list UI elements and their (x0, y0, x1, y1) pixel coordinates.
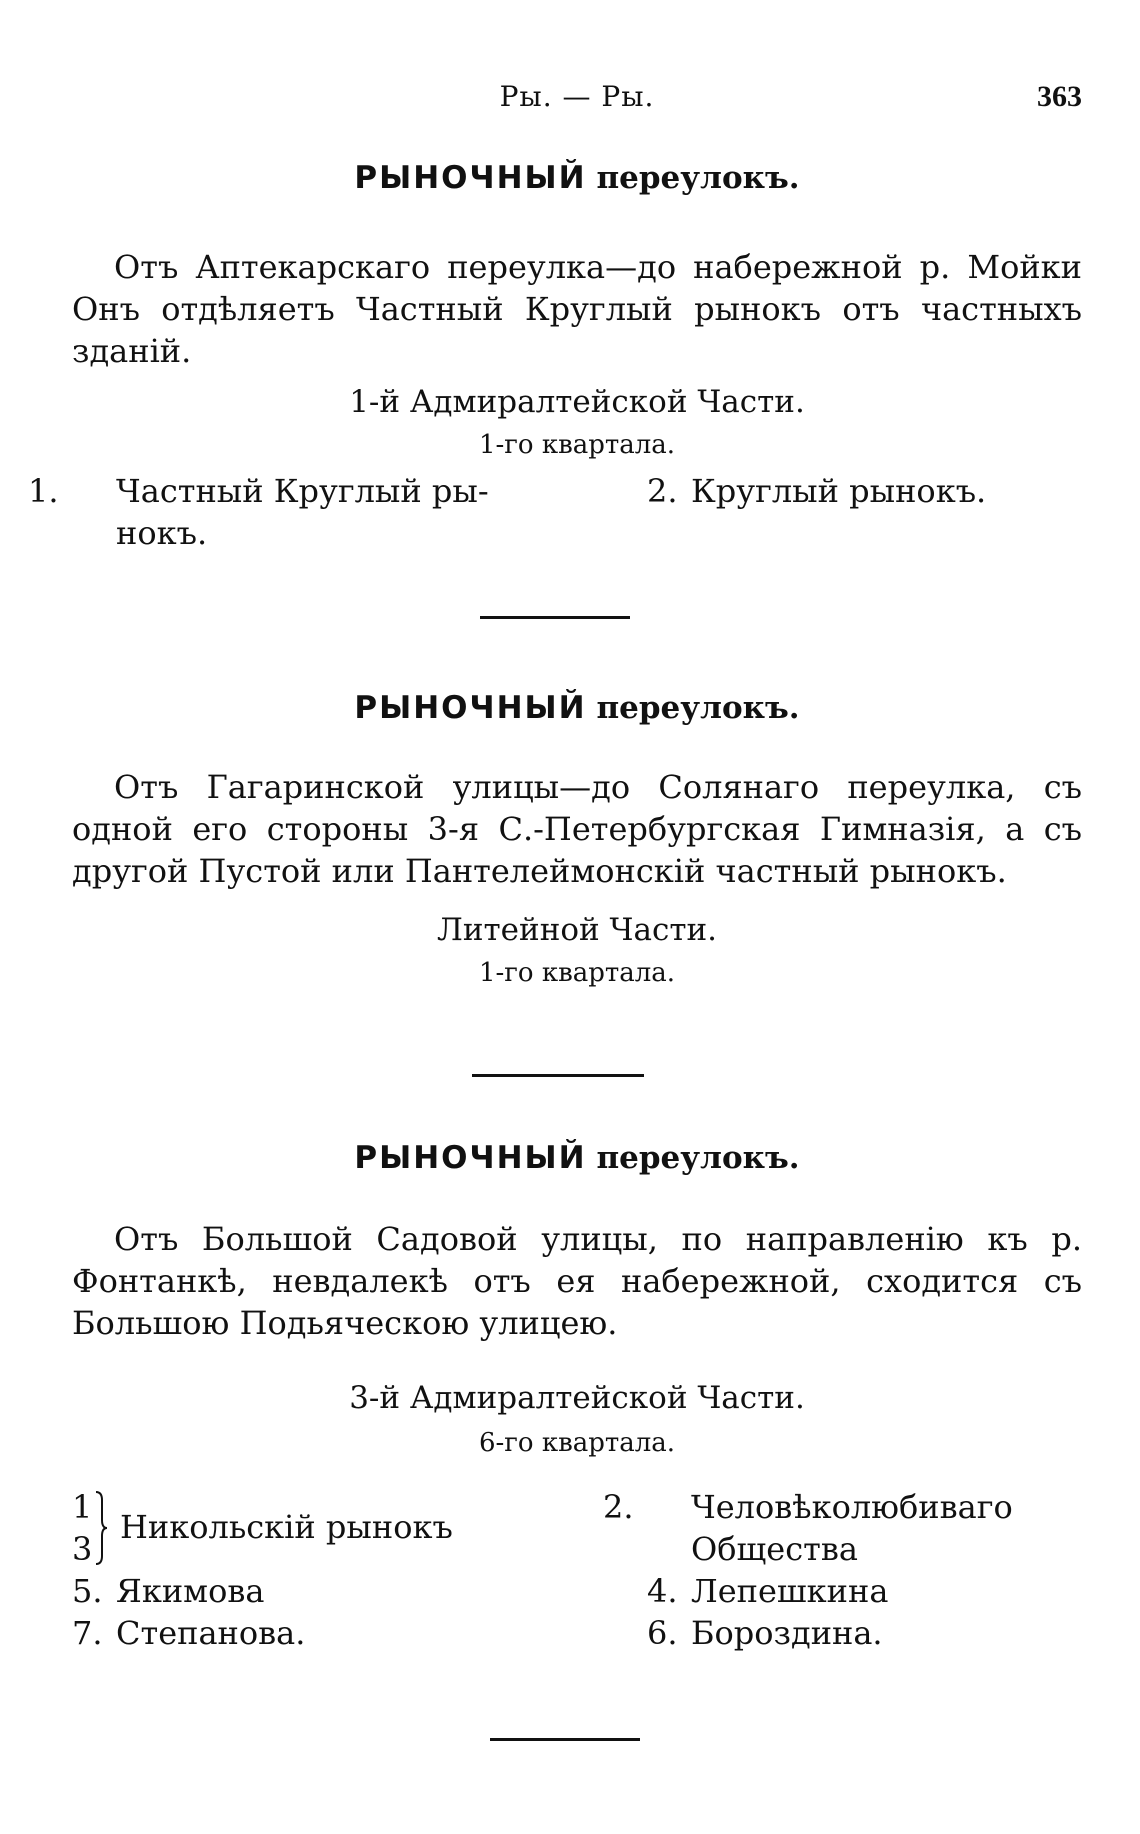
item-number: 3 (72, 1530, 93, 1568)
entry-description: Отъ Гагаринской улицы—до Солянаго переулка, съ одной его стороны 3-я С.-Петербургская Гимназія, а съ другой Пустой или Пантелеймонскій частный рынокъ. (72, 768, 1082, 890)
section-divider (480, 616, 630, 619)
list-item (28, 470, 522, 554)
district-heading: 3-й Адмиралтейской Части. (349, 1380, 805, 1416)
item-number: 1 (72, 1488, 93, 1526)
running-head: Ры. — Ры. (499, 80, 655, 113)
item-text: Частный Круглый ры-нокъ. (116, 472, 489, 552)
item-number: 5. (72, 1572, 103, 1610)
street-name: РЫНОЧНЫЙ (354, 160, 587, 196)
list-item (647, 1612, 1082, 1654)
item-number: 4. (647, 1572, 678, 1610)
item-number: 2. (603, 1488, 634, 1526)
building-list (28, 470, 1082, 560)
entry-2 (72, 690, 1082, 988)
list-item (647, 1570, 1082, 1612)
street-name: РЫНОЧНЫЙ (354, 690, 587, 726)
item-text: Бороздина. (691, 1614, 883, 1652)
item-number: 1. (28, 472, 59, 510)
item-text: Человѣколюбиваго Общества (691, 1488, 1013, 1568)
street-name: РЫНОЧНЫЙ (354, 1140, 587, 1176)
building-list-left (72, 1486, 522, 1654)
list-item (72, 1612, 522, 1654)
district-heading: 1-й Адмиралтейской Части. (349, 384, 805, 420)
item-text: Никольскій рынокъ (120, 1508, 453, 1546)
list-item (603, 1486, 1082, 1570)
section-divider (490, 1738, 640, 1741)
entry-title (72, 160, 1082, 196)
entry-description: Отъ Аптекарскаго переулка—до набережной р. Мойки Онъ отдѣляетъ Частный Круглый рынокъ отъ частныхъ зданій. (72, 248, 1082, 370)
item-number: 7. (72, 1614, 103, 1652)
street-type: переулокъ. (596, 690, 800, 726)
list-item (647, 470, 1082, 512)
page-header (72, 80, 1082, 130)
section-divider (472, 1074, 644, 1077)
building-list (72, 1486, 1082, 1666)
list-item (72, 1570, 522, 1612)
street-type: переулокъ. (596, 1140, 800, 1176)
brace-group (72, 1486, 522, 1570)
district-heading: Литейной Части. (437, 912, 717, 948)
item-text: Якимова (116, 1572, 265, 1610)
item-number: 6. (647, 1614, 678, 1652)
brace-numbers (72, 1486, 92, 1570)
entry-title (72, 1140, 1082, 1176)
page-number: 363 (1037, 80, 1082, 113)
entry-description: Отъ Большой Садовой улицы, по направленію къ р. Фонтанкѣ, невдалекѣ отъ ея набережной, сходится съ Большою Подьяческою улицею. (72, 1220, 1082, 1342)
item-text: Степанова. (116, 1614, 306, 1652)
entry-3 (72, 1140, 1082, 1666)
building-list-right (647, 470, 1082, 512)
item-text: Круглый рынокъ. (691, 472, 987, 510)
quarter-heading: 1-го квартала. (478, 958, 676, 988)
street-type: переулокъ. (596, 160, 800, 196)
item-text: Лепешкина (691, 1572, 889, 1610)
entry-1 (28, 160, 1082, 560)
quarter-heading: 6-го квартала. (478, 1428, 676, 1458)
book-page (28, 0, 1082, 1834)
quarter-heading: 1-го квартала. (478, 430, 676, 460)
building-list-right (603, 1486, 1082, 1654)
building-list-left (28, 470, 522, 554)
curly-brace-icon (94, 1490, 108, 1566)
entry-title (72, 690, 1082, 726)
item-number: 2. (647, 472, 678, 510)
